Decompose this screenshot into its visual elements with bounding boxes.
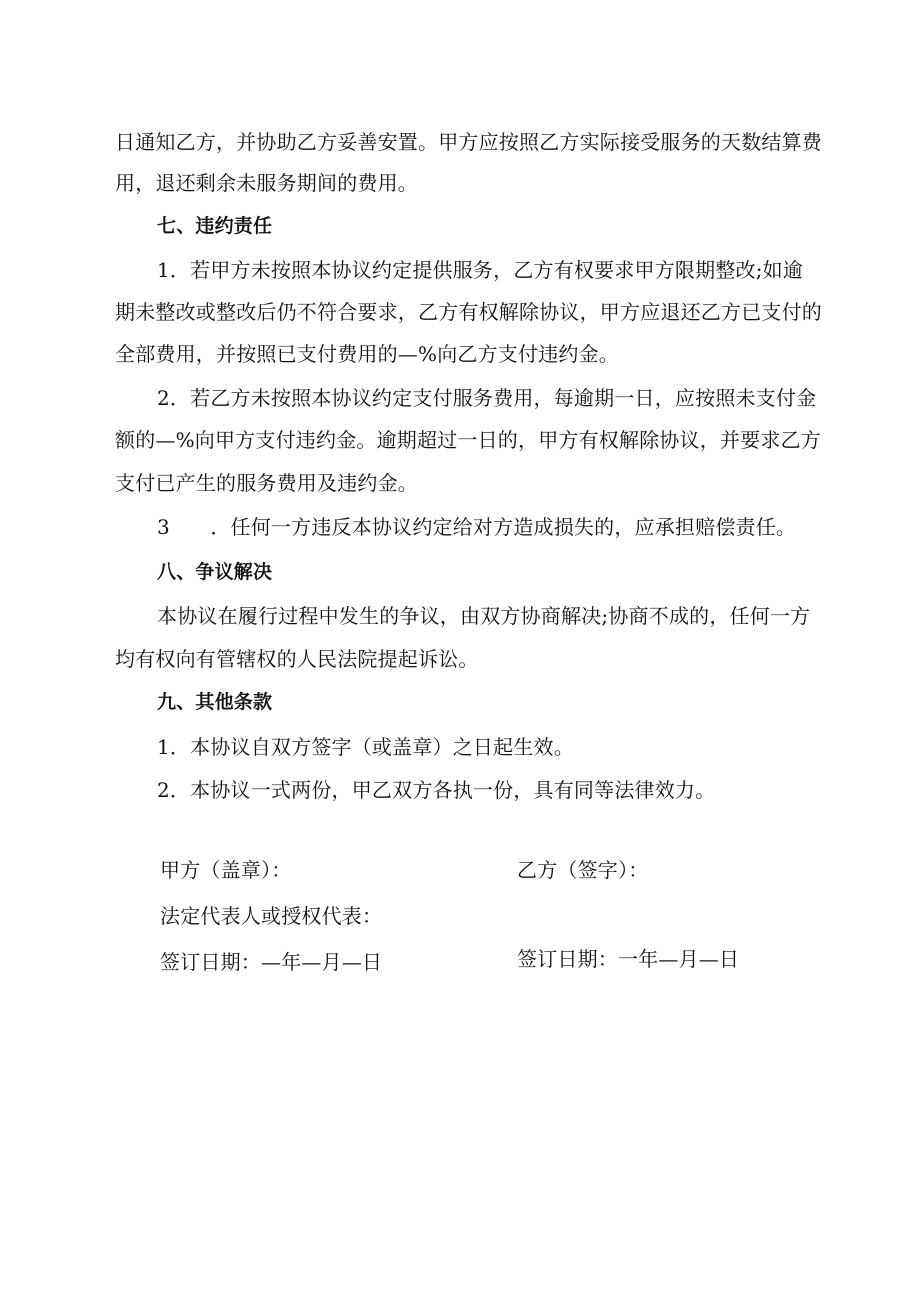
paragraph-line: 用，退还剩余未服务期间的费用。 <box>115 171 418 195</box>
clause-8-line: 本协议在履行过程中发生的争议，由双方协商解决;协商不成的，任何一方 <box>157 604 811 628</box>
paragraph-line: 日通知乙方，并协助乙方妥善安置。甲方应按照乙方实际接受服务的天数结算费 <box>115 130 822 154</box>
clause-7-2-line: 支付已产生的服务费用及违约金。 <box>115 471 418 495</box>
clause-7-2-line: 额的—%向甲方支付违约金。逾期超过一日的，甲方有权解除协议，并要求乙方 <box>115 428 822 452</box>
clause-7-1-line: 全部费用，并按照已支付费用的—%向乙方支付违约金。 <box>115 342 620 366</box>
clause-7-3: 3 ．任何一方违反本协议约定给对方造成损失的，应承担赔偿责任。 <box>157 515 797 539</box>
party-b-signature-label: 乙方（签字）： <box>517 858 649 882</box>
party-b-sign-date: 签订日期：一年—月—日 <box>517 947 740 971</box>
section-heading-7: 七、违约责任 <box>157 215 273 237</box>
authorized-representative-label: 法定代表人或授权代表： <box>160 904 383 928</box>
party-a-seal-label: 甲方（盖章）： <box>160 858 292 882</box>
clause-7-1-line: 期未整改或整改后仍不符合要求，乙方有权解除协议，甲方应退还乙方已支付的 <box>115 300 822 324</box>
party-a-sign-date: 签订日期：—年—月—日 <box>160 950 383 974</box>
section-heading-9: 九、其他条款 <box>157 691 273 713</box>
clause-9-2: 2．本协议一式两份，甲乙双方各执一份，具有同等法律效力。 <box>157 778 716 802</box>
clause-7-2-line: 2．若乙方未按照本协议约定支付服务费用，每逾期一日，应按照未支付金 <box>157 386 817 410</box>
clause-7-1-line: 1．若甲方未按照本协议约定提供服务，乙方有权要求甲方限期整改;如逾 <box>157 258 804 282</box>
clause-8-line: 均有权向有管辖权的人民法院提起诉讼。 <box>115 647 479 671</box>
section-heading-8: 八、争议解决 <box>157 561 273 583</box>
clause-9-1: 1．本协议自双方签字（或盖章）之日起生效。 <box>157 735 574 759</box>
